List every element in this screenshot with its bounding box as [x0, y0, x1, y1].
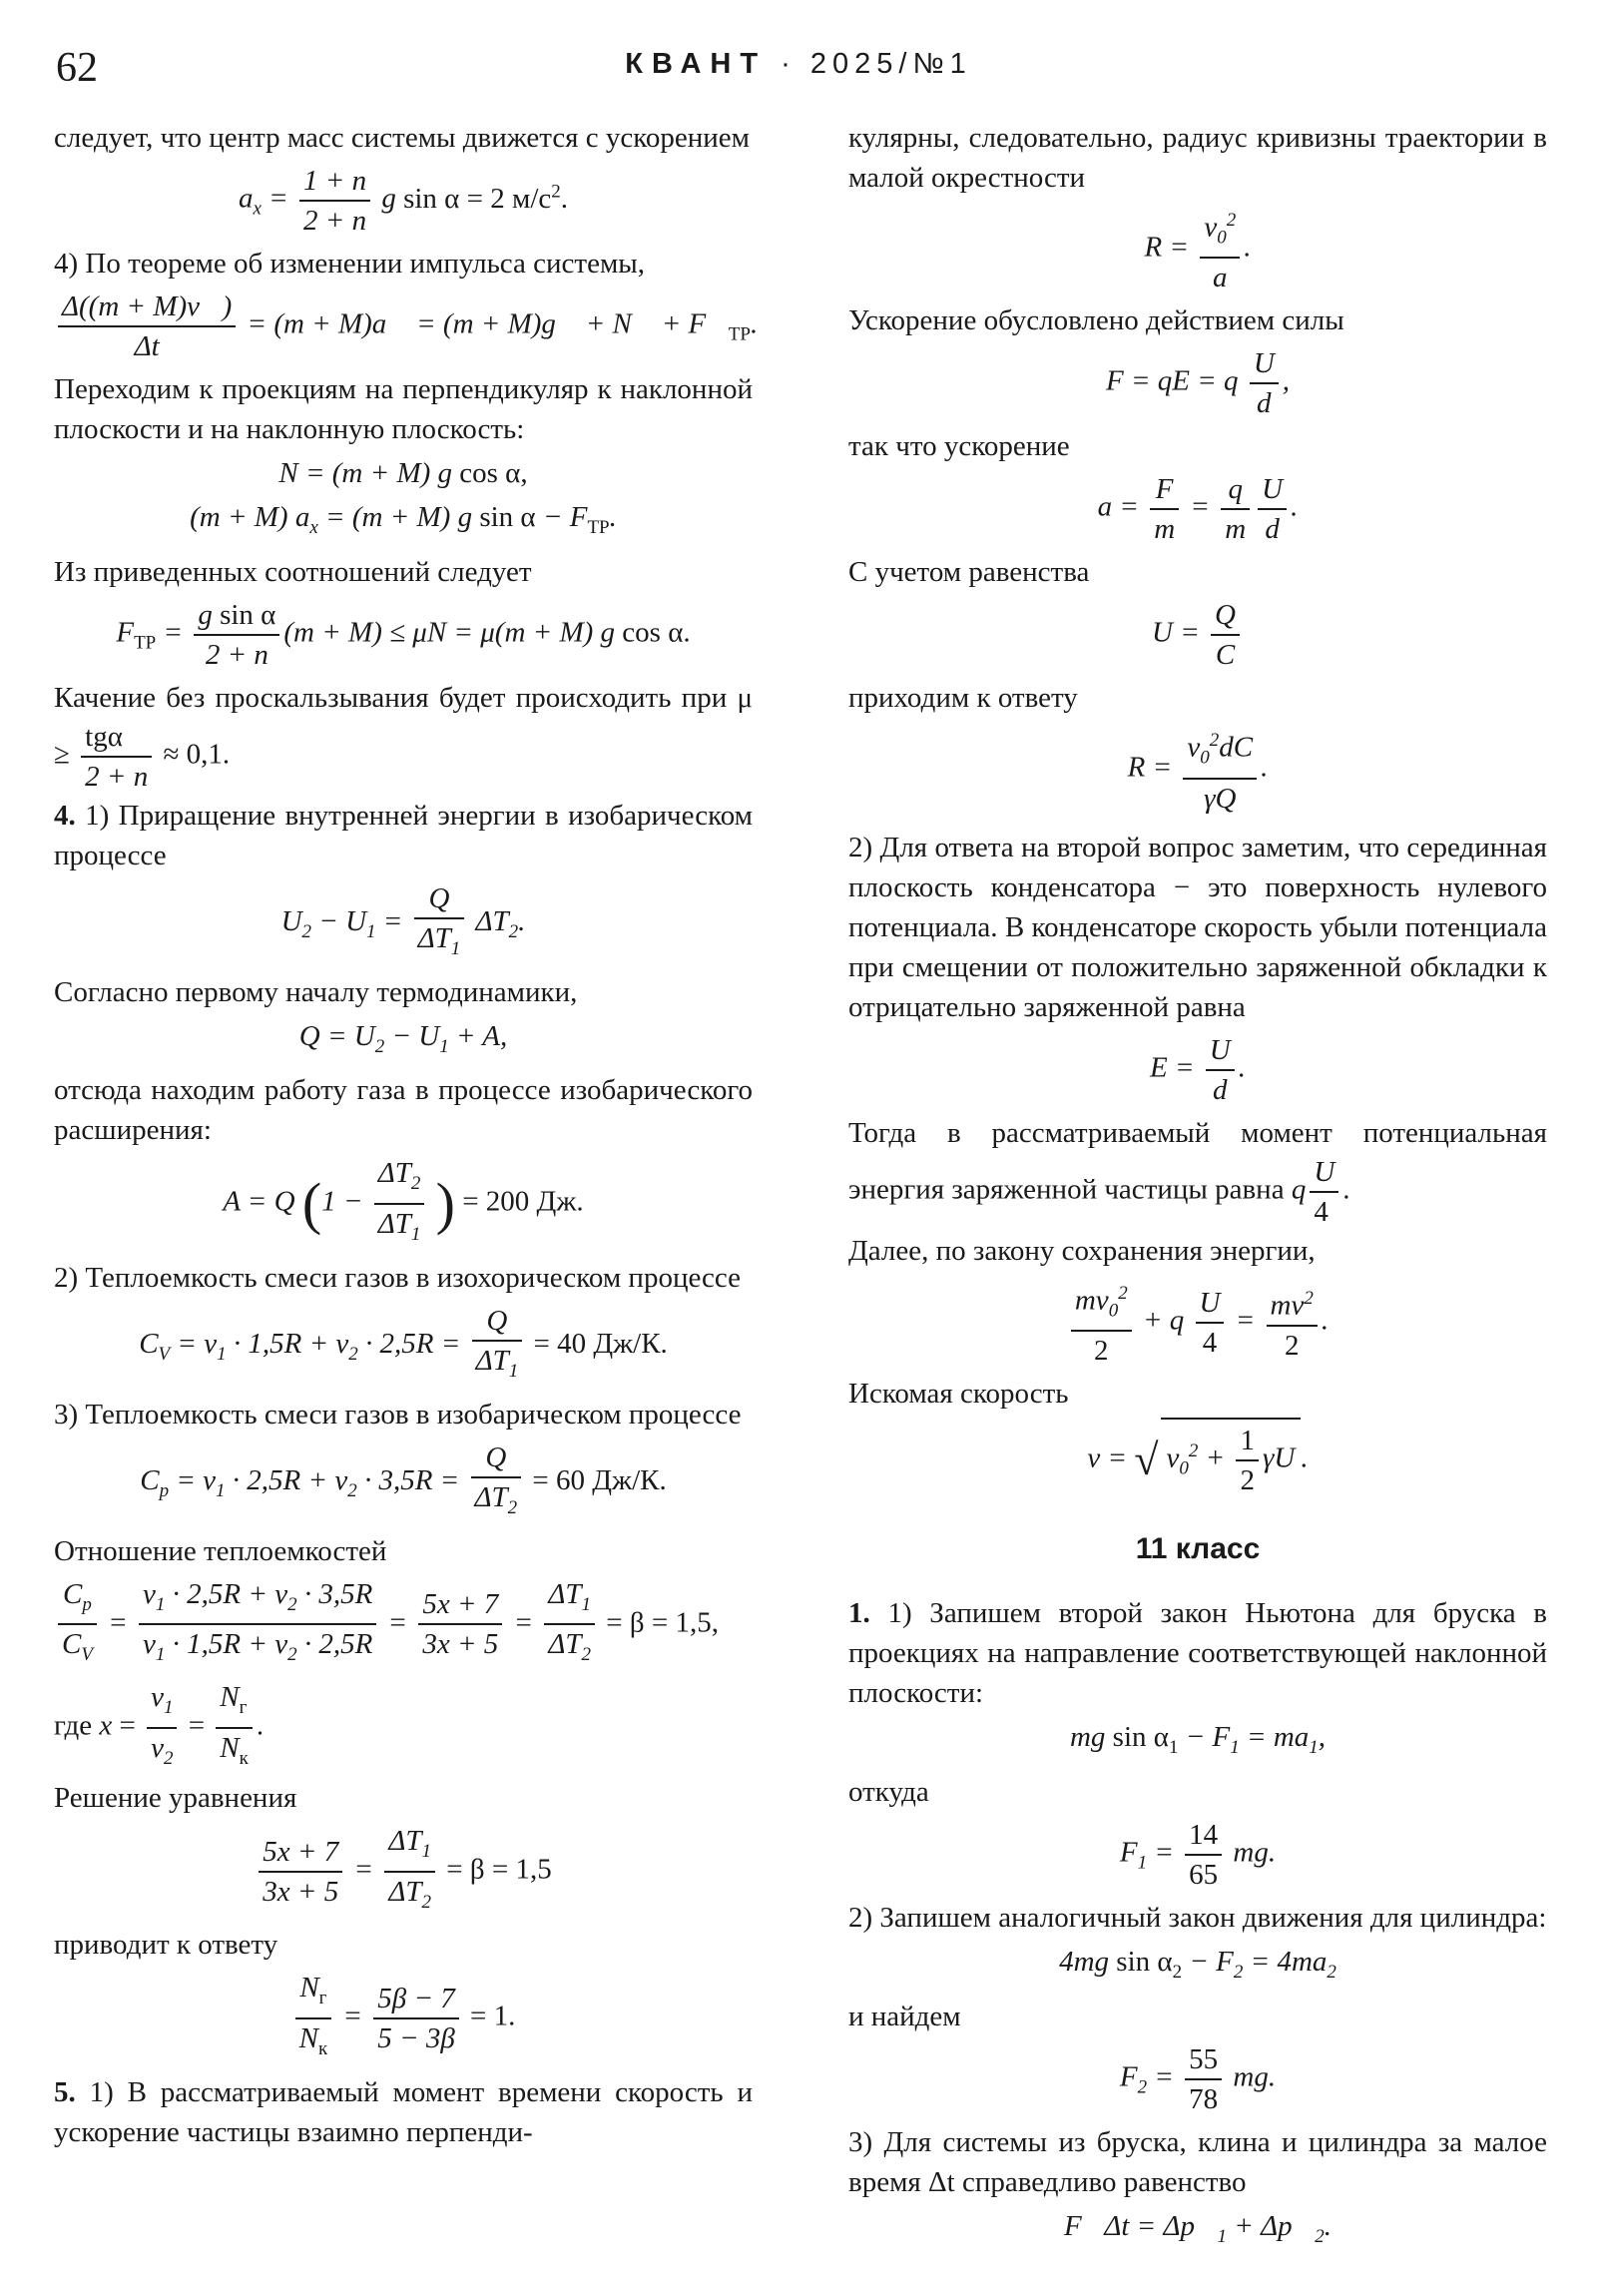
- journal-title: КВАНТ: [625, 48, 768, 80]
- equation: R = $\frac{v_0^2}{a}$ .: [848, 202, 1547, 296]
- equation: a = $\frac{F}{m}$ = $\frac{q}{m}$ $\frac{U}{d}$ .: [848, 470, 1547, 548]
- equation: mg $\sin \alpha_1 - F_1 = ma_1$,: [1069, 1721, 1327, 1759]
- paragraph: 4. 1) Приращение внутренней энергии в изобарическом процессе: [54, 799, 754, 871]
- equation: $\frac{\Delta((m + M)v⃗)}{\Delta t}$ = (m + M)a⃗ = (m + M)g⃗ + N⃗ + $F⃗_{ТР}$.: [54, 287, 753, 365]
- equation: 4mg $\sin \alpha_2 - F_2 = 4ma_2$: [1059, 1946, 1336, 1983]
- issue-number: 2025/№1: [809, 48, 972, 80]
- equation: N = (m + M) g cos α,: [278, 457, 528, 489]
- paragraph: отсюда находим работу газа в процессе изобарического расширения:: [54, 1074, 753, 1147]
- paragraph: Из приведенных соотношений следует: [54, 555, 532, 588]
- paragraph: 2) Для ответа на второй вопрос заметим, что серединная плоскость конденсатора − это поверхность нулевого потенциала. В конденсаторе скорость убыли потенциала при смещении от положительно заряженной обкладки к отрицательно заряженной равна: [848, 831, 1547, 1023]
- equation: (m + M) $a_x = (m + M)$ g $\sin \alpha - F_{ТР}$.: [190, 501, 617, 538]
- paragraph: 1. 1) Запишем второй закон Ньютона для бруска в проекциях на направление соответствующей наклонной плоскости:: [848, 1597, 1548, 1710]
- equation: F⃗Δt = $\Delta p⃗_1$ + $\Delta p⃗_2$.: [1064, 2209, 1331, 2247]
- paragraph: приводит к ответу: [54, 1929, 278, 1962]
- paragraph: откуда: [848, 1776, 929, 1809]
- equation: U = $\frac{Q}{C}$: [848, 596, 1547, 674]
- paragraph: С учетом равенства: [848, 556, 1090, 589]
- equation: A = Q (1 − $\frac{\Delta T_2}{\Delta T_1}$ ) = 200 Дж.: [54, 1154, 753, 1254]
- equation: $Q = U_2 - U_1 + A$,: [298, 1019, 508, 1057]
- paragraph: так что ускорение: [848, 430, 1070, 463]
- paragraph: 3) Теплоемкость смеси газов в изобарическом процессе: [54, 1398, 742, 1431]
- equation: F = qE = q $\frac{U}{d}$ ,: [848, 344, 1547, 422]
- paragraph: 3) Для системы из бруска, клина и цилиндра за малое время Δt справедливо равенство: [848, 2125, 1547, 2198]
- paragraph: 2) Запишем аналогичный закон движения для цилиндра:: [848, 1902, 1547, 1935]
- section-heading: 11 класс: [1135, 1532, 1261, 1566]
- paragraph: Отношение теплоемкостей: [54, 1534, 387, 1567]
- equation: $F_2$ = $\frac{55}{78}$ mg.: [848, 2040, 1547, 2118]
- paragraph: Качение без проскальзывания будет происходить при μ ≥ $\frac{\text{tgα}}{2 + n}$ ≈ 0,1.: [54, 681, 753, 793]
- equation: $\frac{mv_0^2}{2}$ + q $\frac{U}{4}$ = $\frac{mv^2}{2}$ .: [848, 1275, 1547, 1370]
- paragraph: Переходим к проекциям на перпендикуляр к наклонной плоскости и на наклонную плоскость:: [54, 373, 753, 445]
- paragraph: приходим к ответу: [848, 682, 1078, 715]
- paragraph: Ускорение обусловлено действием силы: [848, 304, 1344, 337]
- paragraph: кулярны, следовательно, радиус кривизны траектории в малой окрестности: [848, 122, 1547, 194]
- paragraph: Решение уравнения: [54, 1781, 297, 1814]
- equation: $a_x$ = $\frac{1 + n}{2 + n}$ g sin α = 2 $м/с^2$.: [54, 162, 753, 240]
- paragraph: Согласно первому началу термодинамики,: [54, 975, 578, 1008]
- paragraph: 4) По теореме об изменении импульса системы,: [54, 248, 646, 280]
- right-column: [848, 118, 1547, 2261]
- paragraph: Тогда в рассматриваемый момент потенциальная энергия заряженной частицы равна q $\frac{U}{4}$ .: [848, 1116, 1547, 1228]
- paragraph: Далее, по закону сохранения энергии,: [848, 1234, 1316, 1267]
- equation: $C_p = \nu_1 \cdot 2,5R + \nu_2 \cdot 3,5R$ = $\frac{Q}{\Delta T_2}$ = 60 Дж/К.: [54, 1438, 753, 1527]
- equation: $\frac{N_г}{N_к}$ = $\frac{5\beta - 7}{5 - 3\beta}$ = 1.: [54, 1969, 753, 2068]
- equation: $C_V = \nu_1 \cdot 1,5R + \nu_2 \cdot 2,5R$ = $\frac{Q}{\Delta T_1}$ = 40 Дж/К.: [54, 1302, 753, 1391]
- equation: $F_1$ = $\frac{14}{65}$ mg.: [848, 1816, 1547, 1894]
- equation: $F_{ТР}$ = $\frac{\text{g sin α}}{2 + n}$ (m + M) ≤ μN = μ(m + M) g cos α.: [54, 596, 753, 674]
- paragraph: 2) Теплоемкость смеси газов в изохорическом процессе: [54, 1261, 742, 1294]
- equation: v = √ $v_0^2$ + $\frac{1}{2}$ γU .: [848, 1418, 1547, 1499]
- paragraph: 5. 1) В рассматриваемый момент времени скорость и ускорение частицы взаимно перпенди-: [54, 2075, 754, 2148]
- equation: $U_2 - U_1$ = $\frac{Q}{\Delta T_1}$ $\Delta T_2$.: [54, 879, 753, 968]
- equation: R = $\frac{v_0^2dC}{\gamma Q}$ .: [848, 722, 1547, 817]
- header-separator: ·: [781, 48, 797, 80]
- paragraph: и найдем: [848, 2000, 961, 2032]
- equation: E = $\frac{U}{d}$ .: [848, 1031, 1547, 1109]
- running-head: [0, 48, 1597, 81]
- paragraph: Искомая скорость: [848, 1378, 1069, 1411]
- equation: $\frac{C_p}{C_V}$ = $\frac{\nu_1 \cdot 2,5R + \nu_2 \cdot 3,5R}{\nu_1 \cdot 1,5R + \nu_2 \cdot 2,5R}$ = $\frac{5x + 7}{3x + 5}$ = $\frac{\Delta T_1}{\Delta T_2}$ = β = 1,5,: [54, 1575, 753, 1675]
- equation: $\frac{5x + 7}{3x + 5}$ = $\frac{\Delta T_1}{\Delta T_2}$ = β = 1,5: [54, 1822, 753, 1922]
- paragraph: следует, что центр масс системы движется с ускорением: [54, 122, 751, 154]
- page-number: 62: [56, 45, 98, 91]
- paragraph: где x = $\frac{\nu_1}{\nu_2}$ = $\frac{N_г}{N_к}$ .: [54, 1678, 753, 1778]
- left-column: [54, 118, 759, 2152]
